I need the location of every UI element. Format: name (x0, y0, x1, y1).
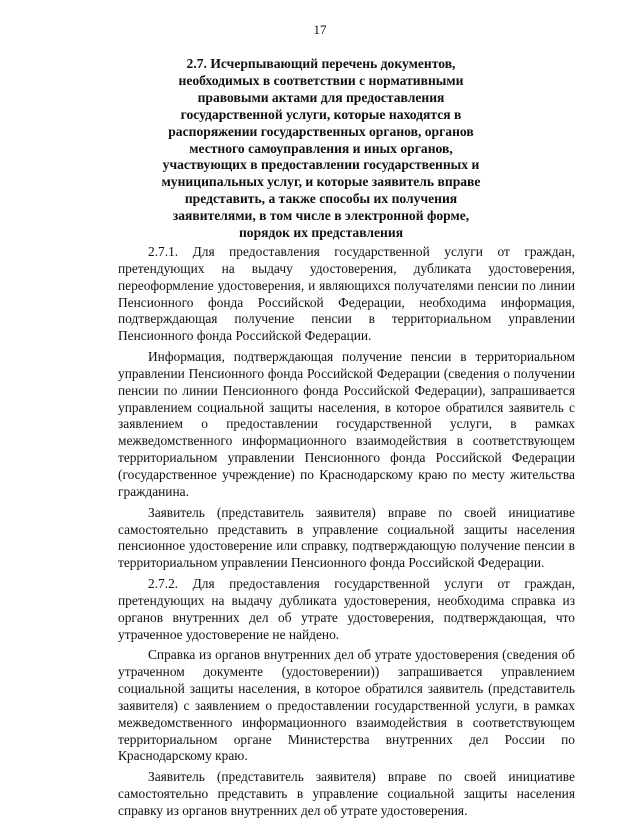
page-number: 17 (313, 22, 327, 37)
paragraph-2-7-1: 2.7.1. Для предоставления государственной услуги от граждан, претендующих на выдачу удостоверения, дубликата удостоверения, переоформление удостоверения, и являющихся получателями пенсии по линии Пенсионного фонда Российской Федерации, необходима информация, подтверждающая получение пенсии в территориальном управлении Пенсионного фонда Российской Федерации. (118, 244, 575, 344)
paragraph-pension-info: Информация, подтверждающая получение пенсии в территориальном управлении Пенсионного фонда Российской Федерации (сведения о получении пенсии по линии Пенсионного фонда Российской Федерации), запрашивается управлением социальной защиты населения, в которое обратился заявитель с заявлением о предоставлении государственной услуги, в рамках межведомственного информационного взаимодействия в соответствующем территориальном управлении Пенсионного фонда Российской Федерации (государственное учреждение) по Краснодарскому краю по месту жительства гражданина. (118, 349, 575, 499)
paragraph-2-7-2: 2.7.2. Для предоставления государственной услуги от граждан, претендующих на выдачу дубликата удостоверения, необходима справка из органов внутренних дел об утрате удостоверения, подтверждающая, что утраченное удостоверение не найдено. (118, 576, 575, 642)
document-body (118, 244, 575, 824)
section-heading: 2.7. Исчерпывающий перечень документов, необходимых в соответствии с нормативными правовыми актами для предоставления государственной услуги, которые находятся в распоряжении государственных органов, органов местного самоуправления и иных органов, участвующих в предоставлении государственных и муниципальных услуг, и которые заявитель вправе представить, а также способы их получения заявителями, в том числе в электронной форме, порядок их представления (161, 56, 481, 241)
paragraph-applicant-right-pension: Заявитель (представитель заявителя) вправе по своей инициативе самостоятельно представить в управление социальной защиты населения пенсионное удостоверение или справку, подтверждающую получение пенсии в территориальном управлении Пенсионного фонда Российской Федерации. (118, 504, 575, 571)
paragraph-applicant-right-police: Заявитель (представитель заявителя) вправе по своей инициативе самостоятельно представить в управление социальной защиты населения справку из органов внутренних дел об утрате удостоверения. (118, 769, 575, 818)
paragraph-police-certificate: Справка из органов внутренних дел об утрате удостоверения (сведения об утраченном документе (удостоверении)) запрашивается управлением социальной защиты населения, в которое обратился заявитель (представитель заявителя) с заявлением о предоставлении государственной услуги, в рамках межведомственного информационного взаимодействия в соответствующем территориальном органе Министерства внутренних дел России по Краснодарскому краю. (118, 647, 575, 764)
